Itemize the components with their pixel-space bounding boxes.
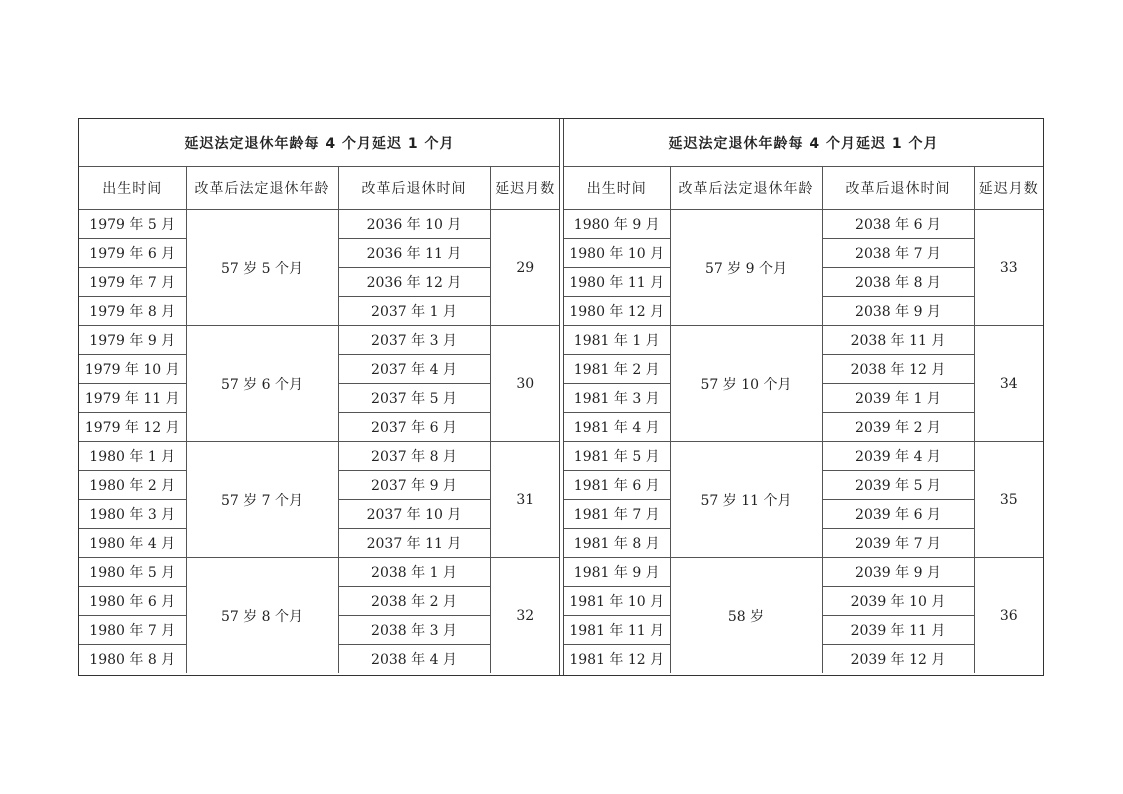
table-row	[564, 326, 1043, 355]
birth-time-cell: 1981 年 1 月	[564, 326, 670, 355]
birth-time-cell: 1980 年 10 月	[564, 239, 670, 268]
birth-time-cell: 1980 年 1 月	[79, 442, 186, 471]
retirement-time-cell: 2036 年 11 月	[338, 239, 490, 268]
birth-time-cell: 1979 年 6 月	[79, 239, 186, 268]
retirement-time-cell: 2037 年 9 月	[338, 471, 490, 500]
retirement-time-cell: 2039 年 9 月	[822, 558, 974, 587]
retirement-time-cell: 2039 年 12 月	[822, 645, 974, 674]
header-new-retirement-time: 改革后退休时间	[822, 167, 974, 210]
retirement-time-cell: 2039 年 11 月	[822, 616, 974, 645]
table-title: 延迟法定退休年龄每 4 个月延迟 1 个月	[564, 119, 1043, 167]
birth-time-cell: 1980 年 12 月	[564, 297, 670, 326]
retirement-time-cell: 2039 年 1 月	[822, 384, 974, 413]
birth-time-cell: 1980 年 8 月	[79, 645, 186, 674]
delay-months-cell: 29	[490, 210, 560, 326]
table-row	[564, 210, 1043, 239]
retirement-age-cell: 58 岁	[670, 558, 822, 674]
table-row	[564, 558, 1043, 587]
retirement-time-cell: 2037 年 5 月	[338, 384, 490, 413]
birth-time-cell: 1981 年 12 月	[564, 645, 670, 674]
header-birth-time: 出生时间	[564, 167, 670, 210]
birth-time-cell: 1981 年 6 月	[564, 471, 670, 500]
retirement-time-cell: 2038 年 4 月	[338, 645, 490, 674]
retirement-time-cell: 2038 年 6 月	[822, 210, 974, 239]
retirement-age-cell: 57 岁 10 个月	[670, 326, 822, 442]
retirement-time-cell: 2037 年 10 月	[338, 500, 490, 529]
table-row	[79, 210, 560, 239]
delay-months-cell: 34	[974, 326, 1043, 442]
delay-months-cell: 36	[974, 558, 1043, 674]
header-delay-months: 延迟月数	[974, 167, 1043, 210]
table-title: 延迟法定退休年龄每 4 个月延迟 1 个月	[79, 119, 560, 167]
delay-months-cell: 32	[490, 558, 560, 674]
birth-time-cell: 1979 年 7 月	[79, 268, 186, 297]
title-row	[564, 119, 1043, 167]
retirement-time-cell: 2039 年 7 月	[822, 529, 974, 558]
delay-months-cell: 35	[974, 442, 1043, 558]
retirement-time-cell: 2038 年 8 月	[822, 268, 974, 297]
retirement-age-cell: 57 岁 11 个月	[670, 442, 822, 558]
birth-time-cell: 1979 年 9 月	[79, 326, 186, 355]
retirement-age-cell: 57 岁 7 个月	[186, 442, 338, 558]
birth-time-cell: 1979 年 8 月	[79, 297, 186, 326]
retirement-time-cell: 2039 年 2 月	[822, 413, 974, 442]
table-row	[79, 326, 560, 355]
title-row	[79, 119, 560, 167]
retirement-time-cell: 2037 年 6 月	[338, 413, 490, 442]
retirement-age-cell: 57 岁 9 个月	[670, 210, 822, 326]
retirement-time-cell: 2037 年 4 月	[338, 355, 490, 384]
birth-time-cell: 1981 年 10 月	[564, 587, 670, 616]
table-row	[79, 442, 560, 471]
birth-time-cell: 1980 年 5 月	[79, 558, 186, 587]
birth-time-cell: 1981 年 3 月	[564, 384, 670, 413]
header-new-retirement-age: 改革后法定退休年龄	[670, 167, 822, 210]
birth-time-cell: 1981 年 2 月	[564, 355, 670, 384]
retirement-time-cell: 2038 年 2 月	[338, 587, 490, 616]
birth-time-cell: 1980 年 9 月	[564, 210, 670, 239]
retirement-time-cell: 2039 年 5 月	[822, 471, 974, 500]
retirement-time-cell: 2038 年 12 月	[822, 355, 974, 384]
delay-months-cell: 33	[974, 210, 1043, 326]
table-row	[564, 442, 1043, 471]
left-panel	[79, 119, 560, 675]
header-row	[564, 167, 1043, 210]
retirement-time-cell: 2037 年 8 月	[338, 442, 490, 471]
retirement-time-cell: 2039 年 10 月	[822, 587, 974, 616]
header-birth-time: 出生时间	[79, 167, 186, 210]
birth-time-cell: 1980 年 2 月	[79, 471, 186, 500]
retirement-time-cell: 2037 年 1 月	[338, 297, 490, 326]
retirement-time-cell: 2039 年 6 月	[822, 500, 974, 529]
birth-time-cell: 1981 年 9 月	[564, 558, 670, 587]
birth-time-cell: 1980 年 11 月	[564, 268, 670, 297]
retirement-time-cell: 2037 年 11 月	[338, 529, 490, 558]
retirement-table-right	[564, 119, 1043, 673]
right-panel	[564, 119, 1043, 675]
header-new-retirement-time: 改革后退休时间	[338, 167, 490, 210]
retirement-table-left	[79, 119, 560, 673]
delay-months-cell: 31	[490, 442, 560, 558]
retirement-table-frame	[78, 118, 1044, 676]
birth-time-cell: 1979 年 12 月	[79, 413, 186, 442]
birth-time-cell: 1981 年 5 月	[564, 442, 670, 471]
retirement-time-cell: 2036 年 10 月	[338, 210, 490, 239]
birth-time-cell: 1980 年 3 月	[79, 500, 186, 529]
retirement-time-cell: 2038 年 11 月	[822, 326, 974, 355]
delay-months-cell: 30	[490, 326, 560, 442]
retirement-time-cell: 2037 年 3 月	[338, 326, 490, 355]
birth-time-cell: 1980 年 4 月	[79, 529, 186, 558]
birth-time-cell: 1980 年 7 月	[79, 616, 186, 645]
retirement-time-cell: 2038 年 1 月	[338, 558, 490, 587]
birth-time-cell: 1979 年 5 月	[79, 210, 186, 239]
birth-time-cell: 1979 年 10 月	[79, 355, 186, 384]
header-row	[79, 167, 560, 210]
header-delay-months: 延迟月数	[490, 167, 560, 210]
retirement-time-cell: 2038 年 7 月	[822, 239, 974, 268]
retirement-time-cell: 2036 年 12 月	[338, 268, 490, 297]
retirement-time-cell: 2038 年 9 月	[822, 297, 974, 326]
retirement-time-cell: 2039 年 4 月	[822, 442, 974, 471]
birth-time-cell: 1981 年 11 月	[564, 616, 670, 645]
birth-time-cell: 1981 年 8 月	[564, 529, 670, 558]
table-row	[79, 558, 560, 587]
retirement-age-cell: 57 岁 5 个月	[186, 210, 338, 326]
retirement-age-cell: 57 岁 8 个月	[186, 558, 338, 674]
retirement-time-cell: 2038 年 3 月	[338, 616, 490, 645]
birth-time-cell: 1981 年 4 月	[564, 413, 670, 442]
birth-time-cell: 1979 年 11 月	[79, 384, 186, 413]
birth-time-cell: 1980 年 6 月	[79, 587, 186, 616]
header-new-retirement-age: 改革后法定退休年龄	[186, 167, 338, 210]
retirement-age-cell: 57 岁 6 个月	[186, 326, 338, 442]
birth-time-cell: 1981 年 7 月	[564, 500, 670, 529]
